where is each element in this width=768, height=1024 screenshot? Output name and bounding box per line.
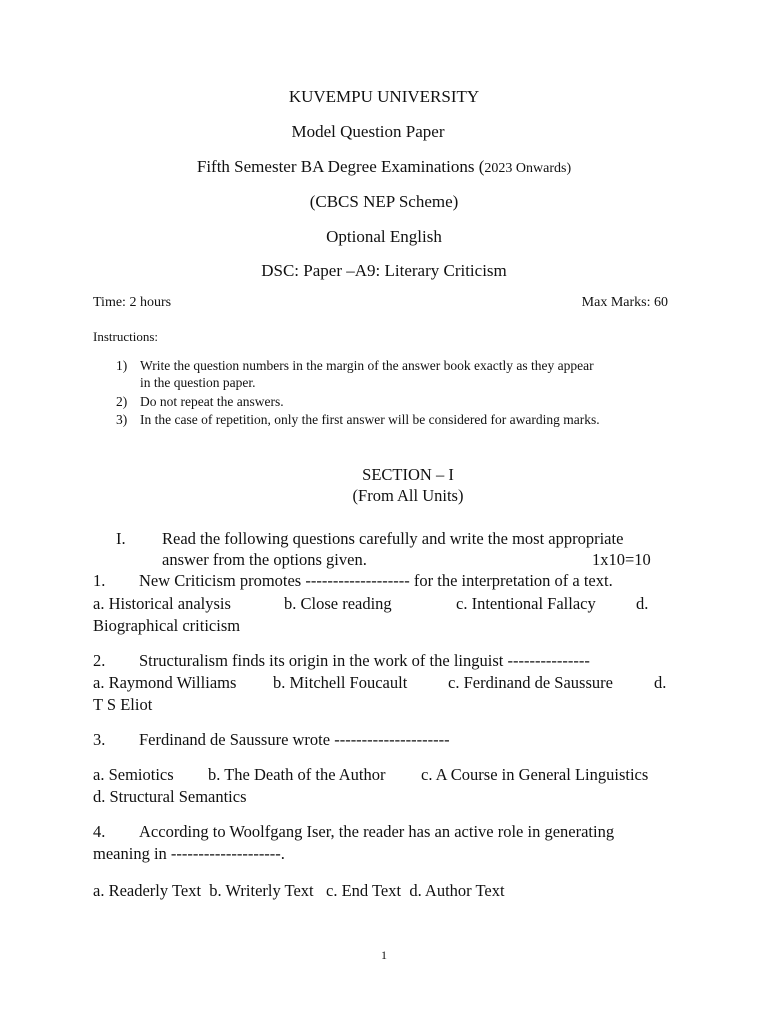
part-instruction-cont: answer from the options given.	[162, 550, 367, 569]
scheme: (CBCS NEP Scheme)	[309, 192, 459, 211]
part-marks: 1x10=10	[592, 550, 651, 569]
option-a: a. Historical analysis	[93, 594, 231, 613]
part-number: I.	[116, 529, 126, 548]
instruction-text: Write the question numbers in the margin of the answer book exactly as they appear	[140, 358, 594, 373]
instruction-text-cont: in the question paper.	[140, 375, 256, 390]
instruction-item	[116, 358, 127, 374]
time-allowed: Time: 2 hours	[93, 295, 172, 310]
option-b: b. Close reading	[284, 594, 392, 613]
instructions-label: Instructions:	[93, 329, 158, 344]
instruction-text: In the case of repetition, only the first answer will be considered for awarding marks.	[140, 412, 600, 427]
question-number: 3.	[93, 730, 106, 749]
option-c: c. Ferdinand de Saussure	[448, 673, 613, 692]
option-d: d.	[636, 594, 649, 613]
subject: Optional English	[326, 227, 442, 246]
option-a: a. Semiotics	[93, 765, 174, 784]
option-d: d.	[654, 673, 667, 692]
question-number: 4.	[93, 822, 106, 841]
option-d-text: Biographical criticism	[93, 616, 241, 635]
option-d-text: T S Eliot	[93, 695, 153, 714]
section-subtitle: (From All Units)	[352, 486, 464, 505]
question-text: Ferdinand de Saussure wrote ---------------------	[139, 730, 450, 749]
option-c: c. Intentional Fallacy	[456, 594, 596, 613]
instruction-text: Do not repeat the answers.	[140, 394, 284, 409]
option-c: c. A Course in General Linguistics	[421, 765, 649, 784]
university-name: KUVEMPU UNIVERSITY	[288, 87, 480, 106]
question-number: 2.	[93, 651, 106, 670]
instruction-number: 2)	[116, 394, 128, 409]
options-line: a. Readerly Text b. Writerly Text c. End Text d. Author Text	[93, 881, 505, 900]
option-a: a. Raymond Williams	[93, 673, 237, 692]
question-text: New Criticism promotes ------------------- for the interpretation of a text.	[139, 571, 613, 590]
instruction-number: 3)	[116, 412, 128, 427]
instruction-number: 1)	[116, 358, 128, 373]
question-text: Structuralism finds its origin in the work of the linguist ---------------	[139, 651, 590, 670]
max-marks: Max Marks: 60	[581, 295, 668, 310]
question-text: According to Woolfgang Iser, the reader has an active role in generating	[139, 822, 615, 841]
option-b: b. The Death of the Author	[208, 765, 386, 784]
option-d: d. Structural Semantics	[93, 787, 247, 806]
paper-type: Model Question Paper	[291, 122, 445, 141]
page-number: 1	[381, 948, 387, 962]
exam-title-year: 2023 Onwards)	[484, 161, 572, 176]
section-title: SECTION – I	[362, 465, 454, 484]
option-b: b. Mitchell Foucault	[273, 673, 408, 692]
paper-title: DSC: Paper –A9: Literary Criticism	[261, 261, 507, 280]
question-text-cont: meaning in --------------------.	[93, 844, 285, 863]
question-number: 1.	[93, 571, 106, 590]
part-instruction: Read the following questions carefully and write the most appropriate	[162, 529, 624, 548]
exam-title	[0, 157, 768, 177]
exam-title-main: Fifth Semester BA Degree Examinations (	[196, 157, 485, 176]
